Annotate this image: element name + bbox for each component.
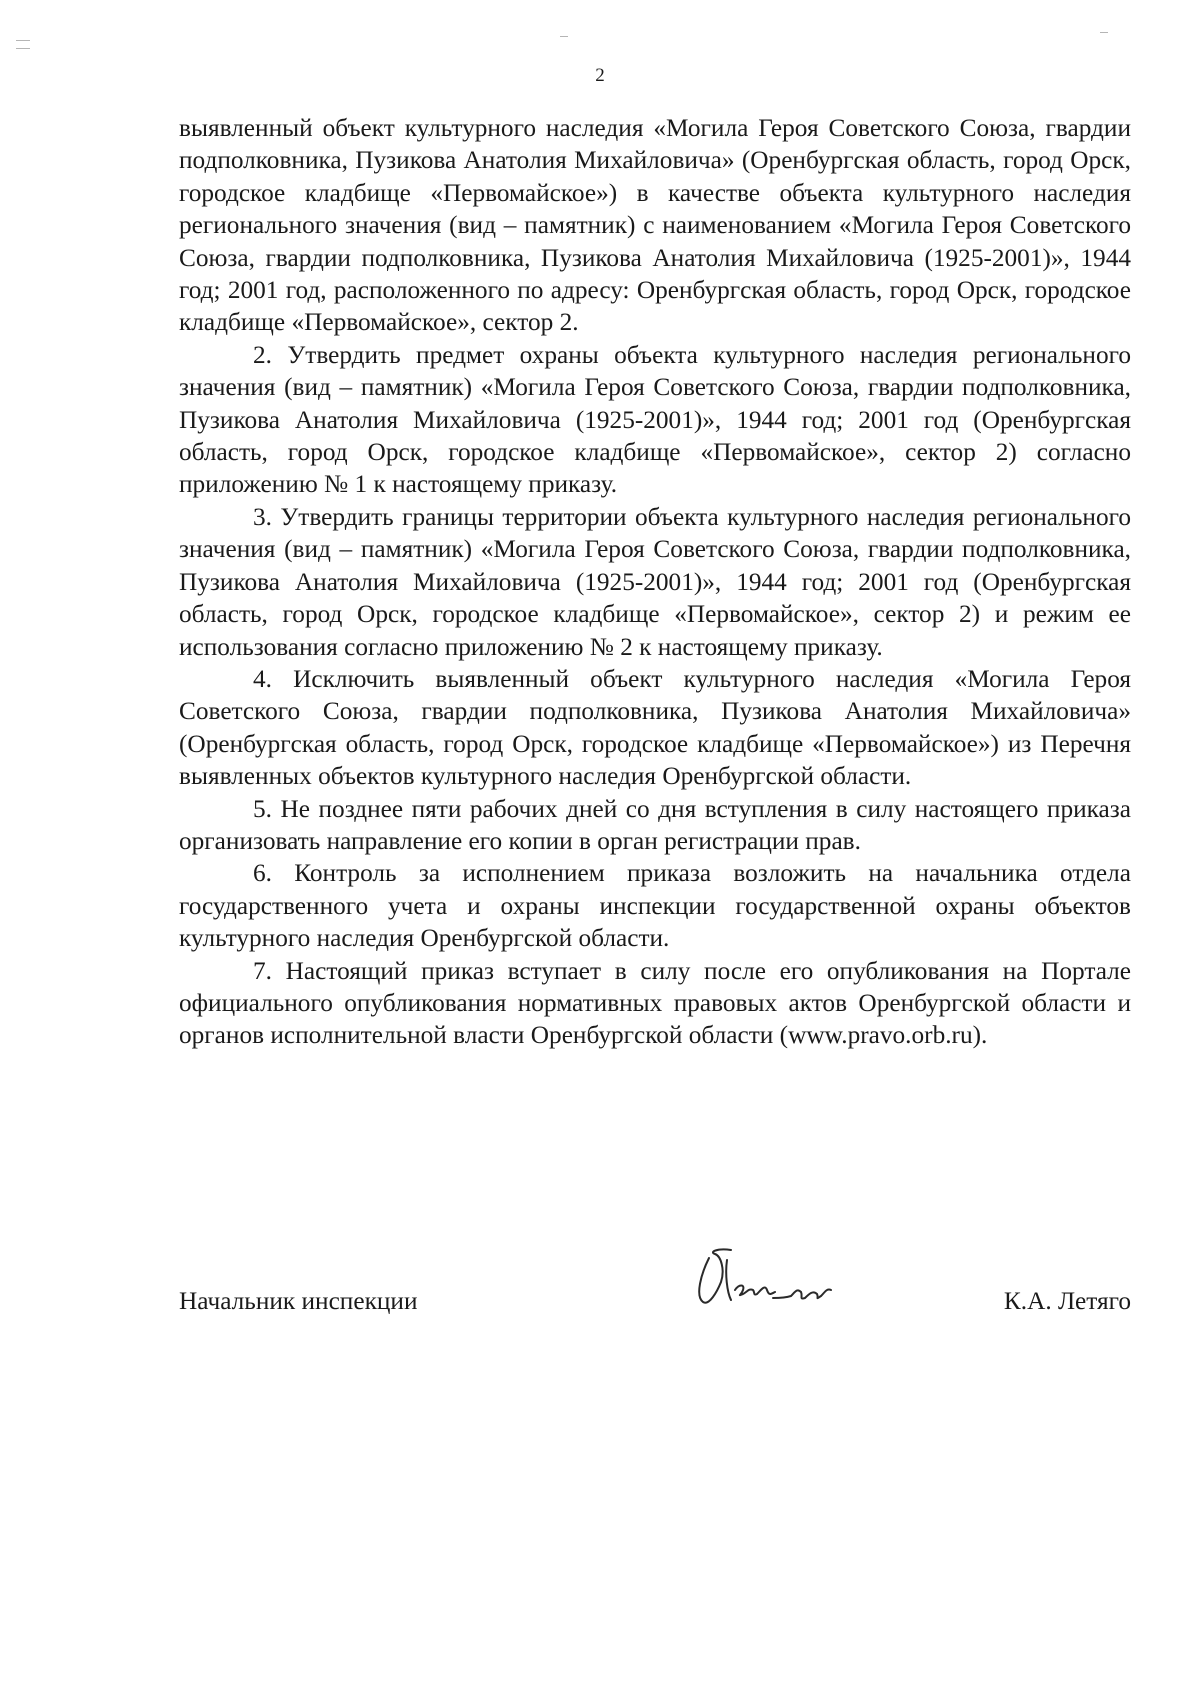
- paragraph-item-7: 7. Настоящий приказ вступает в силу после его опубликования на Портале официального опубликования нормативных правовых актов Оренбургской области и органов исполнительной власти Оренбургской области (www.pravo.orb.ru).: [179, 956, 1131, 1050]
- handwritten-signature: [687, 1244, 837, 1316]
- paragraph-item-5: 5. Не позднее пяти рабочих дней со дня вступления в силу настоящего приказа организовать направление его копии в орган регистрации прав.: [179, 794, 1131, 855]
- paragraph-item-6: 6. Контроль за исполнением приказа возложить на начальника отдела государственного учета и охраны инспекции государственной охраны объектов культурного наследия Оренбургской области.: [179, 859, 1131, 953]
- scan-artifact: [16, 48, 30, 49]
- signature-block: [179, 1244, 1131, 1324]
- scan-artifact: [1100, 32, 1108, 33]
- paragraph-continuation: выявленный объект культурного наследия «Могила Героя Советского Союза, гвардии подполковника, Пузикова Анатолия Михайловича» (Оренбургская область, город Орск, городское кладбище «Первомайское») в качестве объекта культурного наследия регионального значения (вид – памятник) с наименованием «Могила Героя Советского Союза, гвардии подполковника, Пузикова Анатолия Михайловича (1925-2001)», 1944 год; 2001 год, расположенного по адресу: Оренбургская область, город Орск, городское кладбище «Первомайское», сектор 2.: [179, 114, 1131, 337]
- scan-artifact: [560, 36, 568, 37]
- signatory-name: К.А. Летяго: [1003, 1287, 1131, 1315]
- page-number: 2: [595, 65, 605, 86]
- paragraph-item-4: 4. Исключить выявленный объект культурного наследия «Могила Героя Советского Союза, гвардии подполковника, Пузикова Анатолия Михайловича» (Оренбургская область, город Орск, городское кладбище «Первомайское») из Перечня выявленных объектов культурного наследия Оренбургской области.: [179, 664, 1131, 791]
- signatory-position: Начальник инспекции: [179, 1287, 418, 1315]
- document-body: [179, 112, 1131, 1052]
- paragraph-item-3: 3. Утвердить границы территории объекта культурного наследия регионального значения (вид – памятник) «Могила Героя Советского Союза, гвардии подполковника, Пузикова Анатолия Михайловича (1925-2001)», 1944 год; 2001 год (Оренбургская область, город Орск, городское кладбище «Первомайское», сектор 2) и режим ее использования согласно приложению № 2 к настоящему приказу.: [179, 502, 1131, 661]
- scan-artifact: [16, 40, 30, 41]
- paragraph-item-2: 2. Утвердить предмет охраны объекта культурного наследия регионального значения (вид – памятник) «Могила Героя Советского Союза, гвардии подполковника, Пузикова Анатолия Михайловича (1925-2001)», 1944 год; 2001 год (Оренбургская область, город Орск, городское кладбище «Первомайское», сектор 2) согласно приложению № 1 к настоящему приказу.: [179, 340, 1131, 499]
